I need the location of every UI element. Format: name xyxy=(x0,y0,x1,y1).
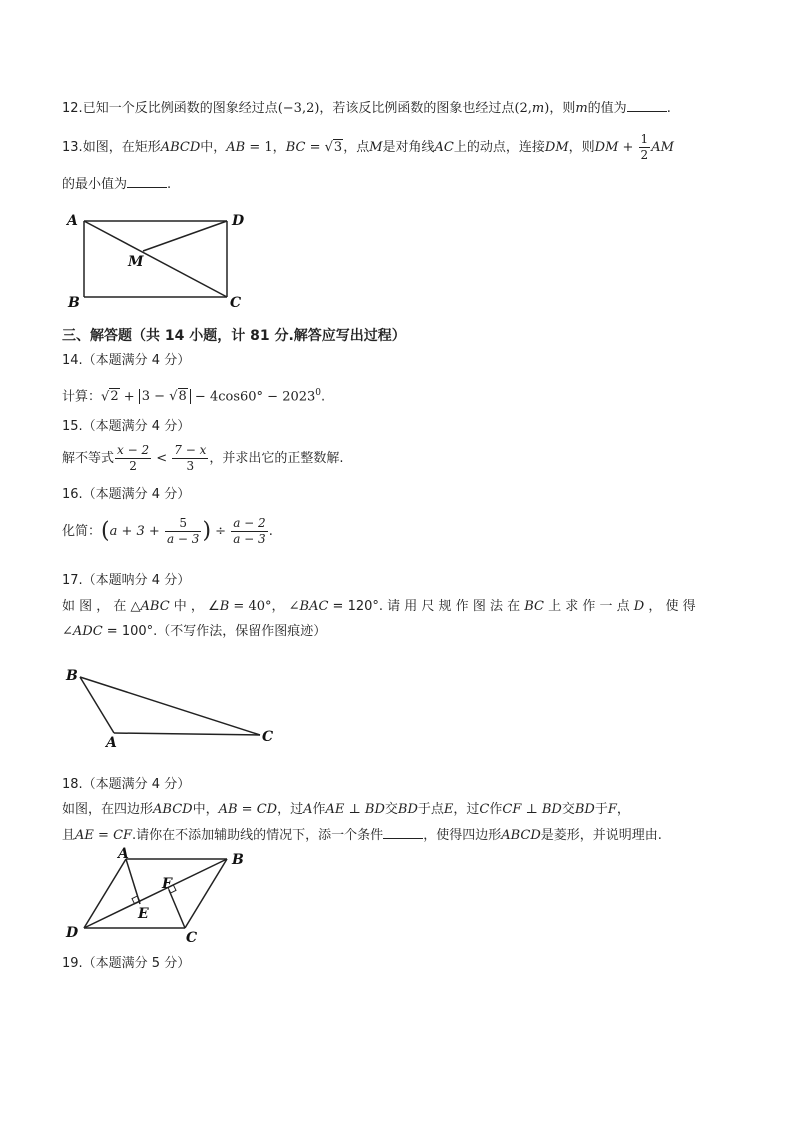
q14-exponent: 0 xyxy=(315,388,322,398)
q15-inequality xyxy=(62,443,344,474)
q18-label-d: D xyxy=(66,925,79,941)
q18-t9: ，过 xyxy=(453,802,480,817)
q12-text-3: ，则 xyxy=(549,101,576,116)
q17-t6: ， 使 得 xyxy=(644,599,696,614)
q13-frac-den: 2 xyxy=(640,148,649,162)
q16-f1-den: a − 3 xyxy=(166,532,200,546)
q18-label-a: A xyxy=(118,846,129,862)
q14-sqrt-sign-2: √ xyxy=(169,389,178,405)
q16-fraction-1 xyxy=(165,516,201,547)
q13-bc-eq: = xyxy=(305,140,325,155)
q17-t3: = 40°， ∠ xyxy=(229,599,300,614)
q15-fraction-2 xyxy=(172,443,208,474)
q15-f2-den: 3 xyxy=(186,459,195,473)
q16-text: 化简： xyxy=(62,524,102,539)
q18-parallelogram-figure xyxy=(62,846,272,946)
q13-text-6: ，则 xyxy=(568,140,595,155)
q18-t3: = xyxy=(237,802,257,817)
q13-plus: + xyxy=(618,140,638,155)
q13-label-d: D xyxy=(232,213,245,229)
q18-header: 18.（本题满分 4 分） xyxy=(62,777,191,792)
q18-ab: AB xyxy=(218,802,238,817)
q12-number: 12. xyxy=(62,101,83,116)
q18-abcd-2: ABCD xyxy=(501,828,541,843)
q14-end: . xyxy=(321,389,326,405)
q13-label-c: C xyxy=(230,295,242,311)
q18-e: E xyxy=(443,802,454,817)
q13-text-3: ，点 xyxy=(343,140,370,155)
q18-t4: ，过 xyxy=(277,802,304,817)
q18-t5: 作 xyxy=(312,802,326,817)
q12-point-1: (−3,2) xyxy=(277,101,320,116)
q17-t2: 中 ， ∠ xyxy=(169,599,220,614)
q13-end: . xyxy=(167,177,172,192)
q18-bd-4: BD xyxy=(574,802,595,817)
q13-text-5: 上的动点，连接 xyxy=(453,140,545,155)
q18-t7: 交 xyxy=(384,802,398,817)
q15-f1-num: x − 2 xyxy=(117,443,150,457)
q18-bd-3: BD xyxy=(541,802,562,817)
q18-bd: BD xyxy=(364,802,385,817)
q18-cd: CD xyxy=(256,802,278,817)
question-12 xyxy=(62,99,671,118)
q18-t14: ， xyxy=(616,802,630,817)
q15-text-2: ，并求出它的正整数解. xyxy=(209,451,344,466)
q12-end: . xyxy=(666,101,671,116)
q17-adc: ADC xyxy=(72,624,103,639)
q18-c: C xyxy=(479,802,490,817)
q16-end: . xyxy=(268,524,273,539)
q13-fraction xyxy=(639,132,651,163)
q13-text-1: 如图，在矩形 xyxy=(82,140,161,155)
q17-header: 17.（本题呐分 4 分） xyxy=(62,573,191,588)
q13-am: AM xyxy=(651,140,674,155)
q16-f2-num: a − 2 xyxy=(233,516,266,530)
q17-angle: ∠ xyxy=(62,624,73,639)
q15-lt: < xyxy=(152,451,172,466)
q18-t2: 中， xyxy=(192,802,219,817)
q19-header: 19.（本题满分 5 分） xyxy=(62,956,191,971)
q18-t19: 是菱形，并说明理由. xyxy=(540,828,662,843)
q16-paren-open: ( xyxy=(101,518,110,544)
q18-answer-blank xyxy=(383,826,423,839)
q13-ab-val: = 1 xyxy=(245,140,273,155)
q18-label-e: E xyxy=(138,906,149,922)
q13-dm-2: DM xyxy=(594,140,619,155)
q13-label-b: B xyxy=(68,295,80,311)
q12-text-1: 已知一个反比例函数的图象经过点 xyxy=(82,101,278,116)
q16-paren-close: ) xyxy=(202,518,212,544)
q17-t7: = 100°.（不写作法，保留作图痕迹） xyxy=(102,624,327,639)
q16-div: ÷ xyxy=(211,524,231,539)
q13-ab: AB xyxy=(226,140,246,155)
q14-root-2: 2 xyxy=(110,389,119,405)
q18-abcd: ABCD xyxy=(153,802,193,817)
q17-line-1 xyxy=(62,598,696,616)
q18-bd-2: BD xyxy=(397,802,418,817)
q17-label-b: B xyxy=(66,668,78,684)
q18-label-f: F xyxy=(162,876,172,892)
q14-abs xyxy=(139,389,191,404)
q18-t12: 交 xyxy=(561,802,575,817)
q18-t6: ⊥ xyxy=(344,802,365,817)
q13-bc-root: 3 xyxy=(333,140,343,155)
q18-t1: 如图，在四边形 xyxy=(62,802,154,817)
q18-t8: 于点 xyxy=(417,802,444,817)
q14-expression xyxy=(62,384,325,406)
q12-point-2-end: ) xyxy=(544,101,550,116)
q16-f1-num: 5 xyxy=(165,516,201,532)
q13-line-2-text: 的最小值为 xyxy=(62,177,128,192)
q13-sep: ， xyxy=(272,140,286,155)
q13-abcd: ABCD xyxy=(160,140,201,155)
q18-ae: AE xyxy=(325,802,345,817)
q15-f1-den: 2 xyxy=(129,459,137,473)
q18-f: F xyxy=(607,802,617,817)
q13-m: M xyxy=(369,140,383,155)
q18-line-1 xyxy=(62,801,630,819)
q18-label-b: B xyxy=(232,852,244,868)
q14-header: 14.（本题满分 4 分） xyxy=(62,353,191,368)
q13-ac: AC xyxy=(434,140,454,155)
q18-cf: CF xyxy=(502,802,522,817)
q14-text: 计算： xyxy=(62,389,102,405)
q16-inner: a + 3 + xyxy=(109,524,164,539)
q17-label-a: A xyxy=(106,735,117,751)
q14-plus: + xyxy=(119,389,139,405)
q18-t15: 且 xyxy=(62,828,76,843)
q18-t11: ⊥ xyxy=(521,802,542,817)
q14-root-8: 8 xyxy=(178,389,187,405)
q18-a: A xyxy=(303,802,313,817)
q13-dm: DM xyxy=(544,140,569,155)
q18-t10: 作 xyxy=(489,802,503,817)
q13-number: 13. xyxy=(62,140,83,155)
q16-f2-den: a − 3 xyxy=(233,532,266,546)
question-13-line-2 xyxy=(62,175,171,194)
q16-header: 16.（本题满分 4 分） xyxy=(62,487,191,502)
q18-line-2 xyxy=(62,826,662,845)
q17-bc: BC xyxy=(524,599,544,614)
q17-t4: = 120°. 请 用 尺 规 作 图 法 在 xyxy=(328,599,525,614)
q12-point-2-m: m xyxy=(531,101,545,116)
section-3-title: 三、解答题（共 14 小题，计 81 分.解答应写出过程） xyxy=(62,328,406,344)
question-13 xyxy=(62,132,674,163)
q15-f2-num: 7 − x xyxy=(174,443,207,457)
q17-d: D xyxy=(633,599,645,614)
q15-header: 15.（本题满分 4 分） xyxy=(62,419,191,434)
q17-t1: 如 图 ， 在 △ xyxy=(62,599,141,614)
q13-sqrt-sign: √ xyxy=(324,140,333,155)
q14-sqrt-sign-1: √ xyxy=(101,389,110,405)
q13-text-4: 是对角线 xyxy=(382,140,435,155)
q13-frac-num: 1 xyxy=(640,132,649,146)
q17-label-c: C xyxy=(262,729,274,745)
q18-label-c: C xyxy=(186,930,198,946)
q12-point-2: (2, xyxy=(514,101,532,116)
q18-t18: ，使得四边形 xyxy=(423,828,502,843)
q17-b: B xyxy=(219,599,230,614)
q17-bac: BAC xyxy=(299,599,329,614)
q17-triangle-figure xyxy=(62,665,282,755)
q13-answer-blank xyxy=(127,175,167,188)
q18-t16: = xyxy=(93,828,114,843)
q13-label-m: M xyxy=(128,254,144,270)
q16-expression xyxy=(62,516,273,547)
q13-bc: BC xyxy=(285,140,306,155)
q18-ae-2: AE xyxy=(75,828,94,843)
q13-rectangle-figure xyxy=(62,206,252,312)
q13-text-2: 中， xyxy=(200,140,227,155)
q18-cf-2: CF xyxy=(113,828,133,843)
q12-text-4: 的值为 xyxy=(587,101,627,116)
q16-fraction-2 xyxy=(231,516,267,547)
q15-fraction-1 xyxy=(115,443,151,474)
q18-t13: 于 xyxy=(594,802,608,817)
q13-label-a: A xyxy=(67,213,78,229)
q15-text-1: 解不等式 xyxy=(62,451,115,466)
q18-t17: .请你在不添加辅助线的情况下，添一个条件 xyxy=(132,828,384,843)
q17-abc: ABC xyxy=(140,599,170,614)
q12-var: m xyxy=(575,101,588,116)
q12-answer-blank xyxy=(627,99,667,112)
q17-line-2 xyxy=(62,623,326,641)
q12-text-2: ，若该反比例函数的图象也经过点 xyxy=(319,101,515,116)
q17-t5: 上 求 作 一 点 xyxy=(543,599,634,614)
q14-three: 3 − xyxy=(141,389,170,405)
q14-rest: − 4cos60° − 2023 xyxy=(190,389,316,405)
